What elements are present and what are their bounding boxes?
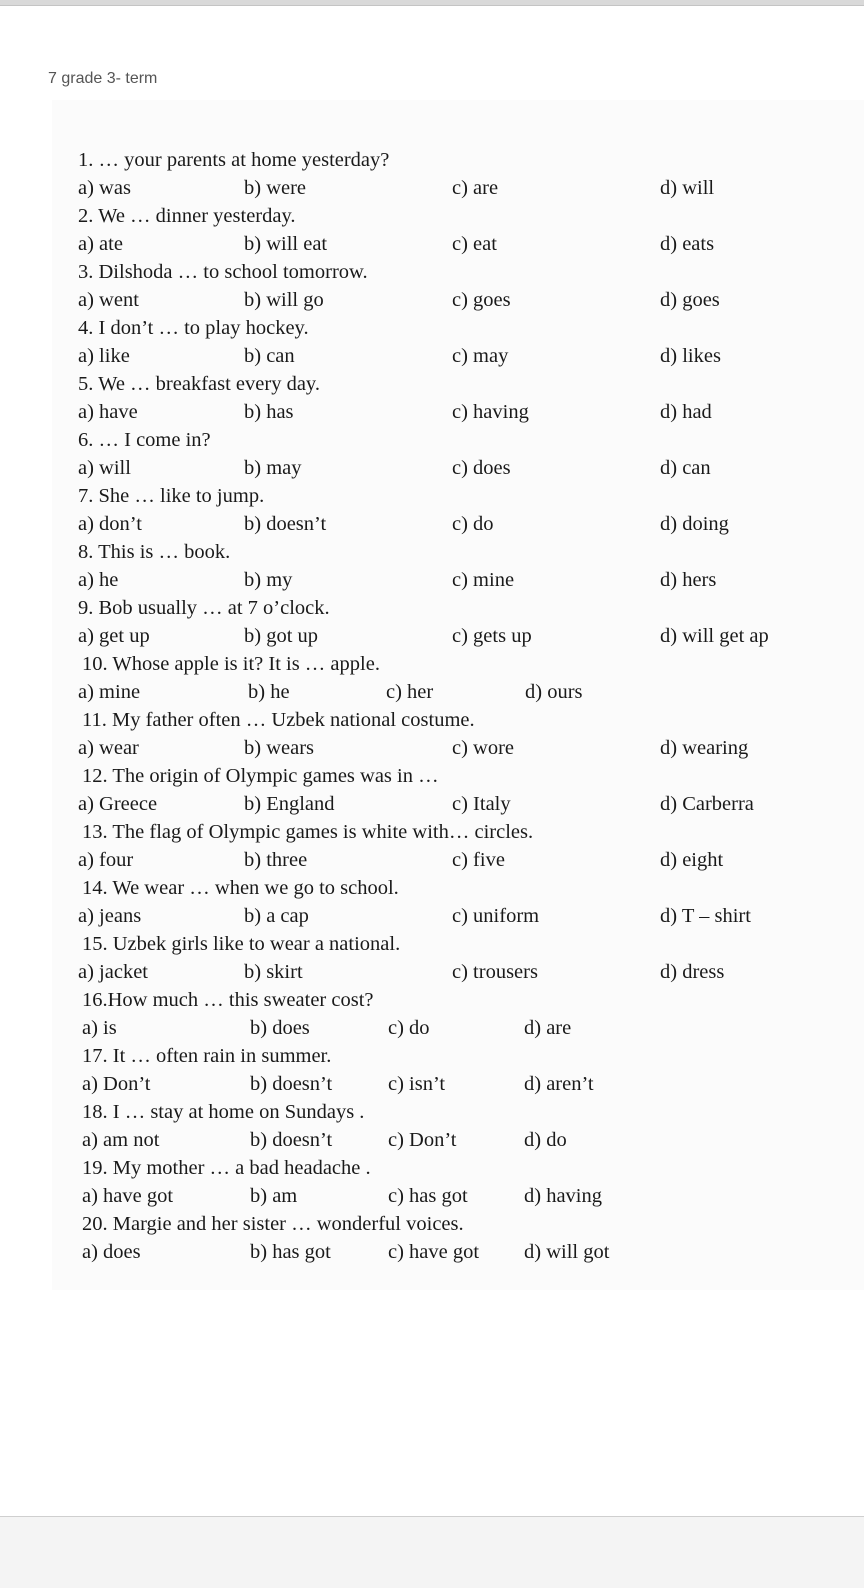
option-b: b) may xyxy=(244,457,302,479)
option-c: c) eat xyxy=(452,233,497,255)
question-item xyxy=(78,1154,848,1210)
option-b: b) does xyxy=(250,1017,310,1039)
question-list xyxy=(78,146,848,1266)
option-a: a) ate xyxy=(78,233,123,255)
answer-options xyxy=(78,398,848,426)
option-b: b) will eat xyxy=(244,233,328,255)
option-d: d) ours xyxy=(525,681,583,703)
option-a: a) does xyxy=(82,1241,141,1263)
answer-options xyxy=(78,958,848,986)
question-item xyxy=(78,482,848,538)
answer-options xyxy=(78,174,848,202)
option-d: d) T – shirt xyxy=(660,905,751,927)
option-c: c) has got xyxy=(388,1185,468,1207)
question-text: 15. Uzbek girls like to wear a national. xyxy=(82,933,401,955)
answer-options xyxy=(78,1070,848,1098)
option-c: c) isn’t xyxy=(388,1073,446,1095)
option-a: a) have got xyxy=(82,1185,174,1207)
answer-options xyxy=(78,1238,848,1266)
option-b: b) England xyxy=(244,793,335,815)
option-b: b) can xyxy=(244,345,295,367)
question-text: 11. My father often … Uzbek national costume. xyxy=(82,709,475,731)
answer-options xyxy=(78,678,848,706)
question-text: 7. She … like to jump. xyxy=(78,485,265,507)
answer-options xyxy=(78,286,848,314)
question-item xyxy=(78,930,848,986)
option-d: d) do xyxy=(524,1129,567,1151)
option-a: a) will xyxy=(78,457,131,479)
option-a: a) he xyxy=(78,569,119,591)
option-d: d) goes xyxy=(660,289,720,311)
question-text: 14. We wear … when we go to school. xyxy=(82,877,399,899)
answer-options xyxy=(78,342,848,370)
option-c: c) goes xyxy=(452,289,511,311)
option-a: a) jacket xyxy=(78,961,148,983)
question-item xyxy=(78,986,848,1042)
option-b: b) three xyxy=(244,849,308,871)
option-b: b) my xyxy=(244,569,293,591)
option-d: d) had xyxy=(660,401,712,423)
option-a: a) am not xyxy=(82,1129,160,1151)
question-text: 18. I … stay at home on Sundays . xyxy=(82,1101,365,1123)
option-c: c) trousers xyxy=(452,961,538,983)
option-b: b) wears xyxy=(244,737,315,759)
option-c: c) uniform xyxy=(452,905,540,927)
question-item xyxy=(78,370,848,426)
option-b: b) a cap xyxy=(244,905,309,927)
question-item xyxy=(78,874,848,930)
question-text: 12. The origin of Olympic games was in … xyxy=(82,765,439,787)
question-text: 13. The flag of Olympic games is white with… circles. xyxy=(82,821,534,843)
question-text: 5. We … breakfast every day. xyxy=(78,373,320,395)
question-text: 17. It … often rain in summer. xyxy=(82,1045,332,1067)
question-item xyxy=(78,314,848,370)
option-d: d) dress xyxy=(660,961,725,983)
question-text: 20. Margie and her sister … wonderful voices. xyxy=(82,1213,464,1235)
answer-options xyxy=(78,902,848,930)
question-text: 6. … I come in? xyxy=(78,429,211,451)
question-text: 2. We … dinner yesterday. xyxy=(78,205,296,227)
option-b: b) were xyxy=(244,177,307,199)
option-d: d) Carberra xyxy=(660,793,754,815)
answer-options xyxy=(78,790,848,818)
option-a: a) Don’t xyxy=(82,1073,151,1095)
option-a: a) Greece xyxy=(78,793,158,815)
option-d: d) are xyxy=(524,1017,572,1039)
option-a: a) like xyxy=(78,345,130,367)
option-d: d) eight xyxy=(660,849,724,871)
question-text: 16.How much … this sweater cost? xyxy=(82,989,374,1011)
option-c: c) do xyxy=(452,513,494,535)
question-item xyxy=(78,706,848,762)
option-c: c) are xyxy=(452,177,499,199)
option-c: c) wore xyxy=(452,737,515,759)
question-item xyxy=(78,258,848,314)
option-b: b) got up xyxy=(244,625,319,647)
option-a: a) have xyxy=(78,401,138,423)
answer-options xyxy=(78,230,848,258)
question-text: 9. Bob usually … at 7 o’clock. xyxy=(78,597,330,619)
option-b: b) doesn’t xyxy=(250,1073,333,1095)
option-d: d) will get ap xyxy=(660,625,769,647)
option-c: c) five xyxy=(452,849,505,871)
answer-options xyxy=(78,454,848,482)
question-item xyxy=(78,594,848,650)
option-c: c) her xyxy=(386,681,434,703)
question-item xyxy=(78,1098,848,1154)
option-d: d) aren’t xyxy=(524,1073,594,1095)
option-c: c) having xyxy=(452,401,529,423)
option-b: b) doesn’t xyxy=(244,513,327,535)
question-text: 19. My mother … a bad headache . xyxy=(82,1157,371,1179)
option-b: b) he xyxy=(248,681,290,703)
question-item xyxy=(78,146,848,202)
answer-options xyxy=(78,846,848,874)
option-a: a) don’t xyxy=(78,513,142,535)
option-d: d) wearing xyxy=(660,737,749,759)
answer-options xyxy=(78,734,848,762)
question-item xyxy=(78,426,848,482)
option-d: d) hers xyxy=(660,569,717,591)
option-a: a) get up xyxy=(78,625,150,647)
option-b: b) am xyxy=(250,1185,298,1207)
bottom-bar xyxy=(0,1516,864,1588)
question-item xyxy=(78,1042,848,1098)
page-title: 7 grade 3- term xyxy=(48,70,158,87)
option-b: b) doesn’t xyxy=(250,1129,333,1151)
option-a: a) wear xyxy=(78,737,139,759)
question-text: 10. Whose apple is it? It is … apple. xyxy=(82,653,380,675)
option-c: c) may xyxy=(452,345,509,367)
option-c: c) mine xyxy=(452,569,515,591)
option-c: c) do xyxy=(388,1017,430,1039)
option-c: c) have got xyxy=(388,1241,480,1263)
question-text: 1. … your parents at home yesterday? xyxy=(78,149,390,171)
option-d: d) will got xyxy=(524,1241,610,1263)
question-item xyxy=(78,538,848,594)
question-text: 8. This is … book. xyxy=(78,541,231,563)
option-d: d) will xyxy=(660,177,715,199)
option-c: c) gets up xyxy=(452,625,532,647)
option-c: c) Italy xyxy=(452,793,511,815)
option-a: a) four xyxy=(78,849,134,871)
option-b: b) has xyxy=(244,401,294,423)
question-item xyxy=(78,202,848,258)
option-a: a) was xyxy=(78,177,131,199)
question-item xyxy=(78,762,848,818)
option-a: a) is xyxy=(82,1017,117,1039)
option-a: a) mine xyxy=(78,681,141,703)
option-b: b) skirt xyxy=(244,961,303,983)
question-text: 4. I don’t … to play hockey. xyxy=(78,317,309,339)
question-item xyxy=(78,650,848,706)
question-item xyxy=(78,818,848,874)
answer-options xyxy=(78,510,848,538)
option-a: a) went xyxy=(78,289,139,311)
option-d: d) eats xyxy=(660,233,715,255)
top-border xyxy=(0,0,864,6)
option-d: d) likes xyxy=(660,345,721,367)
option-d: d) doing xyxy=(660,513,729,535)
question-text: 3. Dilshoda … to school tomorrow. xyxy=(78,261,368,283)
answer-options xyxy=(78,1126,848,1154)
option-b: b) will go xyxy=(244,289,324,311)
option-d: d) can xyxy=(660,457,711,479)
option-b: b) has got xyxy=(250,1241,331,1263)
option-c: c) Don’t xyxy=(388,1129,457,1151)
answer-options xyxy=(78,566,848,594)
answer-options xyxy=(78,1014,848,1042)
option-d: d) having xyxy=(524,1185,602,1207)
question-item xyxy=(78,1210,848,1266)
option-c: c) does xyxy=(452,457,511,479)
option-a: a) jeans xyxy=(78,905,142,927)
answer-options xyxy=(78,622,848,650)
answer-options xyxy=(78,1182,848,1210)
